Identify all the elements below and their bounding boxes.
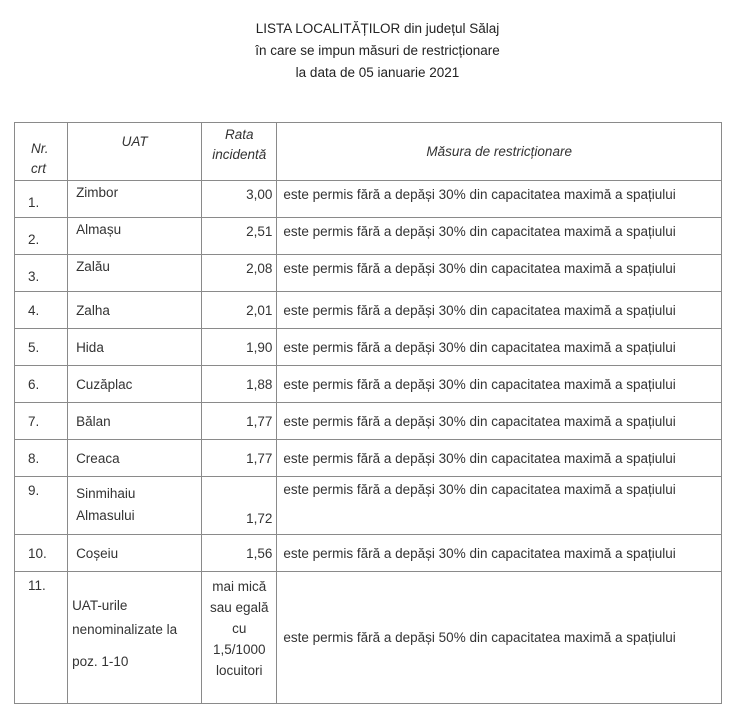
cell-nr: 9. [15, 477, 68, 535]
cell-masura: este permis fără a depăși 30% din capacitatea maximă a spațiului [277, 440, 722, 477]
cell-masura: este permis fără a depăși 30% din capacitatea maximă a spațiului [277, 292, 722, 329]
table-row [15, 572, 722, 704]
cell-nr: 8. [15, 440, 68, 477]
cell-rata: 1,88 [202, 366, 277, 403]
cell-uat: Bălan [68, 403, 202, 440]
cell-rata-line-5: locuitori [216, 663, 263, 678]
title-line-2: în care se impun măsuri de restricționare [255, 43, 500, 58]
table-row [15, 535, 722, 572]
cell-uat: Almașu [68, 218, 202, 255]
cell-rata-line-4: 1,5/1000 [213, 642, 266, 657]
header-rata-label: Rata [225, 127, 254, 142]
cell-rata: 1,72 [202, 477, 277, 535]
cell-rata-line-2: sau egală [210, 600, 269, 615]
header-incidenta-label: incidentă [212, 147, 267, 162]
localities-table [14, 122, 722, 704]
header-nr-label: Nr. [31, 141, 49, 156]
cell-uat [68, 477, 202, 535]
cell-uat-line-2: nenominalizate la [72, 622, 178, 637]
title-line-1: LISTA LOCALITĂȚILOR din județul Sălaj [255, 21, 500, 36]
cell-masura: este permis fără a depăși 30% din capacitatea maximă a spațiului [277, 218, 722, 255]
cell-uat: Cuzăplac [68, 366, 202, 403]
cell-rata: 1,77 [202, 440, 277, 477]
table-row [15, 329, 722, 366]
cell-rata: 2,08 [202, 255, 277, 292]
table-row [15, 403, 722, 440]
cell-uat-line-3: poz. 1-10 [72, 654, 129, 669]
cell-rata-line-3: cu [232, 621, 247, 636]
cell-nr: 11. [15, 572, 68, 704]
cell-rata-line-1: mai mică [212, 579, 267, 594]
table-row [15, 181, 722, 218]
cell-masura: este permis fără a depăși 30% din capacitatea maximă a spațiului [277, 366, 722, 403]
cell-uat-line-1: Sinmihaiu [76, 486, 136, 501]
title-line-3: la data de 05 ianuarie 2021 [295, 65, 460, 80]
table-row [15, 440, 722, 477]
cell-uat: Coșeiu [68, 535, 202, 572]
cell-masura: este permis fără a depăși 30% din capacitatea maximă a spațiului [277, 255, 722, 292]
table-header-row [15, 123, 722, 181]
cell-rata: 1,56 [202, 535, 277, 572]
cell-uat: Hida [68, 329, 202, 366]
cell-nr: 10. [15, 535, 68, 572]
table-row [15, 292, 722, 329]
cell-masura: este permis fără a depăși 50% din capacitatea maximă a spațiului [277, 572, 722, 704]
table-row [15, 218, 722, 255]
header-rata-incidenta [202, 123, 277, 181]
header-uat: UAT [68, 123, 202, 181]
cell-rata: 3,00 [202, 181, 277, 218]
document-title [0, 18, 755, 84]
header-masura: Măsura de restricționare [277, 123, 722, 181]
cell-nr: 4. [15, 292, 68, 329]
cell-uat-line-1: UAT-urile [72, 598, 128, 613]
cell-nr: 3. [15, 255, 68, 292]
cell-rata: 2,01 [202, 292, 277, 329]
cell-nr: 6. [15, 366, 68, 403]
table-row [15, 477, 722, 535]
cell-nr: 2. [15, 218, 68, 255]
cell-uat: Creaca [68, 440, 202, 477]
cell-uat: Zimbor [68, 181, 202, 218]
cell-masura: este permis fără a depăși 30% din capacitatea maximă a spațiului [277, 477, 722, 535]
cell-nr: 5. [15, 329, 68, 366]
header-crt-label: crt [31, 161, 46, 176]
cell-masura: este permis fără a depăși 30% din capacitatea maximă a spațiului [277, 181, 722, 218]
cell-nr: 7. [15, 403, 68, 440]
table-row [15, 366, 722, 403]
table-row [15, 255, 722, 292]
cell-masura: este permis fără a depăși 30% din capacitatea maximă a spațiului [277, 535, 722, 572]
cell-uat-line-2: Almasului [76, 508, 135, 523]
cell-rata: 1,90 [202, 329, 277, 366]
cell-uat: Zalha [68, 292, 202, 329]
cell-rata: 1,77 [202, 403, 277, 440]
cell-nr: 1. [15, 181, 68, 218]
cell-masura: este permis fără a depăși 30% din capacitatea maximă a spațiului [277, 329, 722, 366]
header-nr-crt [15, 123, 68, 181]
cell-uat: Zalău [68, 255, 202, 292]
cell-rata: 2,51 [202, 218, 277, 255]
cell-uat [68, 572, 202, 704]
cell-rata [202, 572, 277, 704]
cell-masura: este permis fără a depăși 30% din capacitatea maximă a spațiului [277, 403, 722, 440]
